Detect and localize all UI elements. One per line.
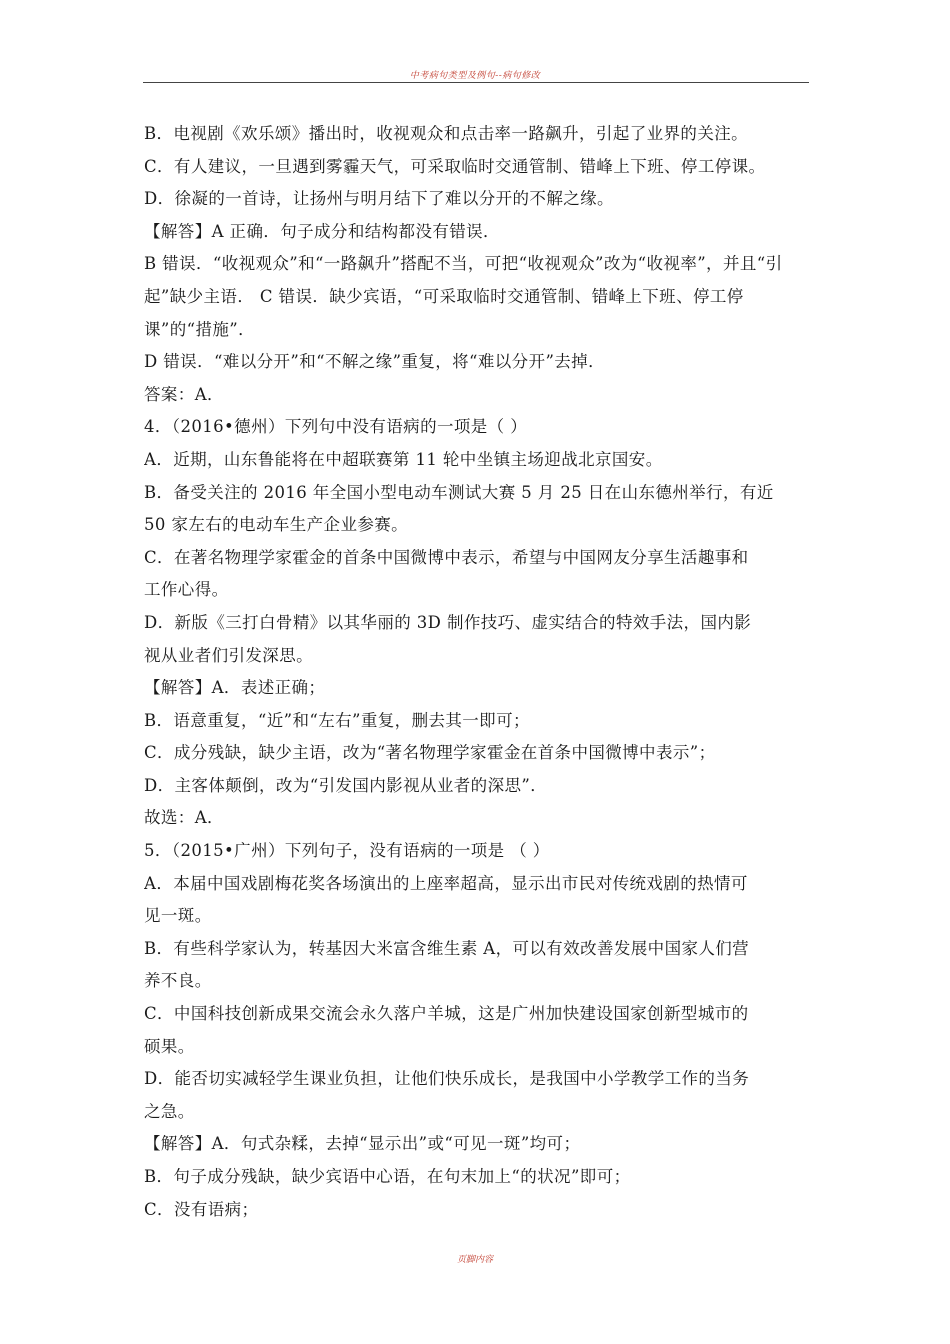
header-rule xyxy=(143,82,809,83)
text-line: A．本届中国戏剧梅花奖各场演出的上座率超高，显示出市民对传统戏剧的热情可 xyxy=(144,873,748,893)
text-line: 视从业者们引发深思。 xyxy=(144,645,313,665)
text-line: 见一斑。 xyxy=(144,906,212,926)
text-line: B 错误．“收视观众”和“一路飙升”搭配不当，可把“收视观众”改为“收视率”，并且“引 xyxy=(144,254,783,274)
text-line: C．有人建议，一旦遇到雾霾天气，可采取临时交通管制、错峰上下班、停工停课。 xyxy=(144,156,766,176)
text-line: 【解答】A．句式杂糅，去掉“显示出”或“可见一斑”均可； xyxy=(144,1134,581,1154)
text-line: 起”缺少主语． C 错误．缺少宾语，“可采取临时交通管制、错峰上下班、停工停 xyxy=(144,286,744,306)
text-line: 答案：A． xyxy=(144,384,224,404)
text-line: 之急。 xyxy=(144,1101,195,1121)
text-line: B．有些科学家认为，转基因大米富含维生素 A，可以有效改善发展中国家人们营 xyxy=(144,938,750,958)
page-footer: 页脚内容 xyxy=(456,1255,493,1265)
text-line: 4．（2016•德州）下列句中没有语病的一项是（ ） xyxy=(144,417,528,437)
text-line: 硕果。 xyxy=(144,1036,195,1056)
text-line: 课”的“措施”． xyxy=(144,319,256,339)
text-line: D．徐凝的一首诗，让扬州与明月结下了难以分开的不解之缘。 xyxy=(144,189,614,209)
text-line: 故选：A． xyxy=(144,808,224,828)
text-line: 50 家左右的电动车生产企业参赛。 xyxy=(144,515,409,535)
text-line: B．电视剧《欢乐颂》播出时，收视观众和点击率一路飙升，引起了业界的关注。 xyxy=(144,124,749,143)
text-line: D 错误．“难以分开”和“不解之缘”重复，将“难以分开”去掉． xyxy=(144,352,605,372)
document-body xyxy=(144,118,810,1226)
text-line: 工作心得。 xyxy=(144,580,229,600)
text-line: D．能否切实减轻学生课业负担，让他们快乐成长，是我国中小学教学工作的当务 xyxy=(144,1069,750,1089)
text-line: B．句子成分残缺，缺少宾语中心语，在句末加上“的状况”即可； xyxy=(144,1167,631,1186)
text-line: B．备受关注的 2016 年全国小型电动车测试大赛 5 月 25 日在山东德州举行，有近 xyxy=(144,482,774,502)
page-header: 中考病句类型及例句--病句修改 xyxy=(409,71,541,81)
text-line: C．没有语病； xyxy=(144,1199,259,1219)
text-line: C．中国科技创新成果交流会永久落户羊城，这是广州加快建设国家创新型城市的 xyxy=(144,1004,749,1024)
text-line: C．成分残缺，缺少主语，改为“著名物理学家霍金在首条中国微博中表示”； xyxy=(144,743,716,763)
text-line: 养不良。 xyxy=(144,971,212,991)
text-line: 【解答】A．表述正确； xyxy=(144,678,326,698)
text-line: A．近期，山东鲁能将在中超联赛第 11 轮中坐镇主场迎战北京国安。 xyxy=(144,449,663,469)
text-line: 5．（2015•广州）下列句子，没有语病的一项是 （ ） xyxy=(144,841,550,861)
text-line: C．在著名物理学家霍金的首条中国微博中表示，希望与中国网友分享生活趣事和 xyxy=(144,547,749,567)
text-line: D．新版《三打白骨精》以其华丽的 3D 制作技巧、虚实结合的特效手法，国内影 xyxy=(144,612,752,632)
text-line: D．主客体颠倒，改为“引发国内影视从业者的深思”． xyxy=(144,775,548,795)
text-line: B．语意重复，“近”和“左右”重复，删去其一即可； xyxy=(144,710,530,730)
text-line: 【解答】A 正确．句子成分和结构都没有错误． xyxy=(144,221,500,241)
